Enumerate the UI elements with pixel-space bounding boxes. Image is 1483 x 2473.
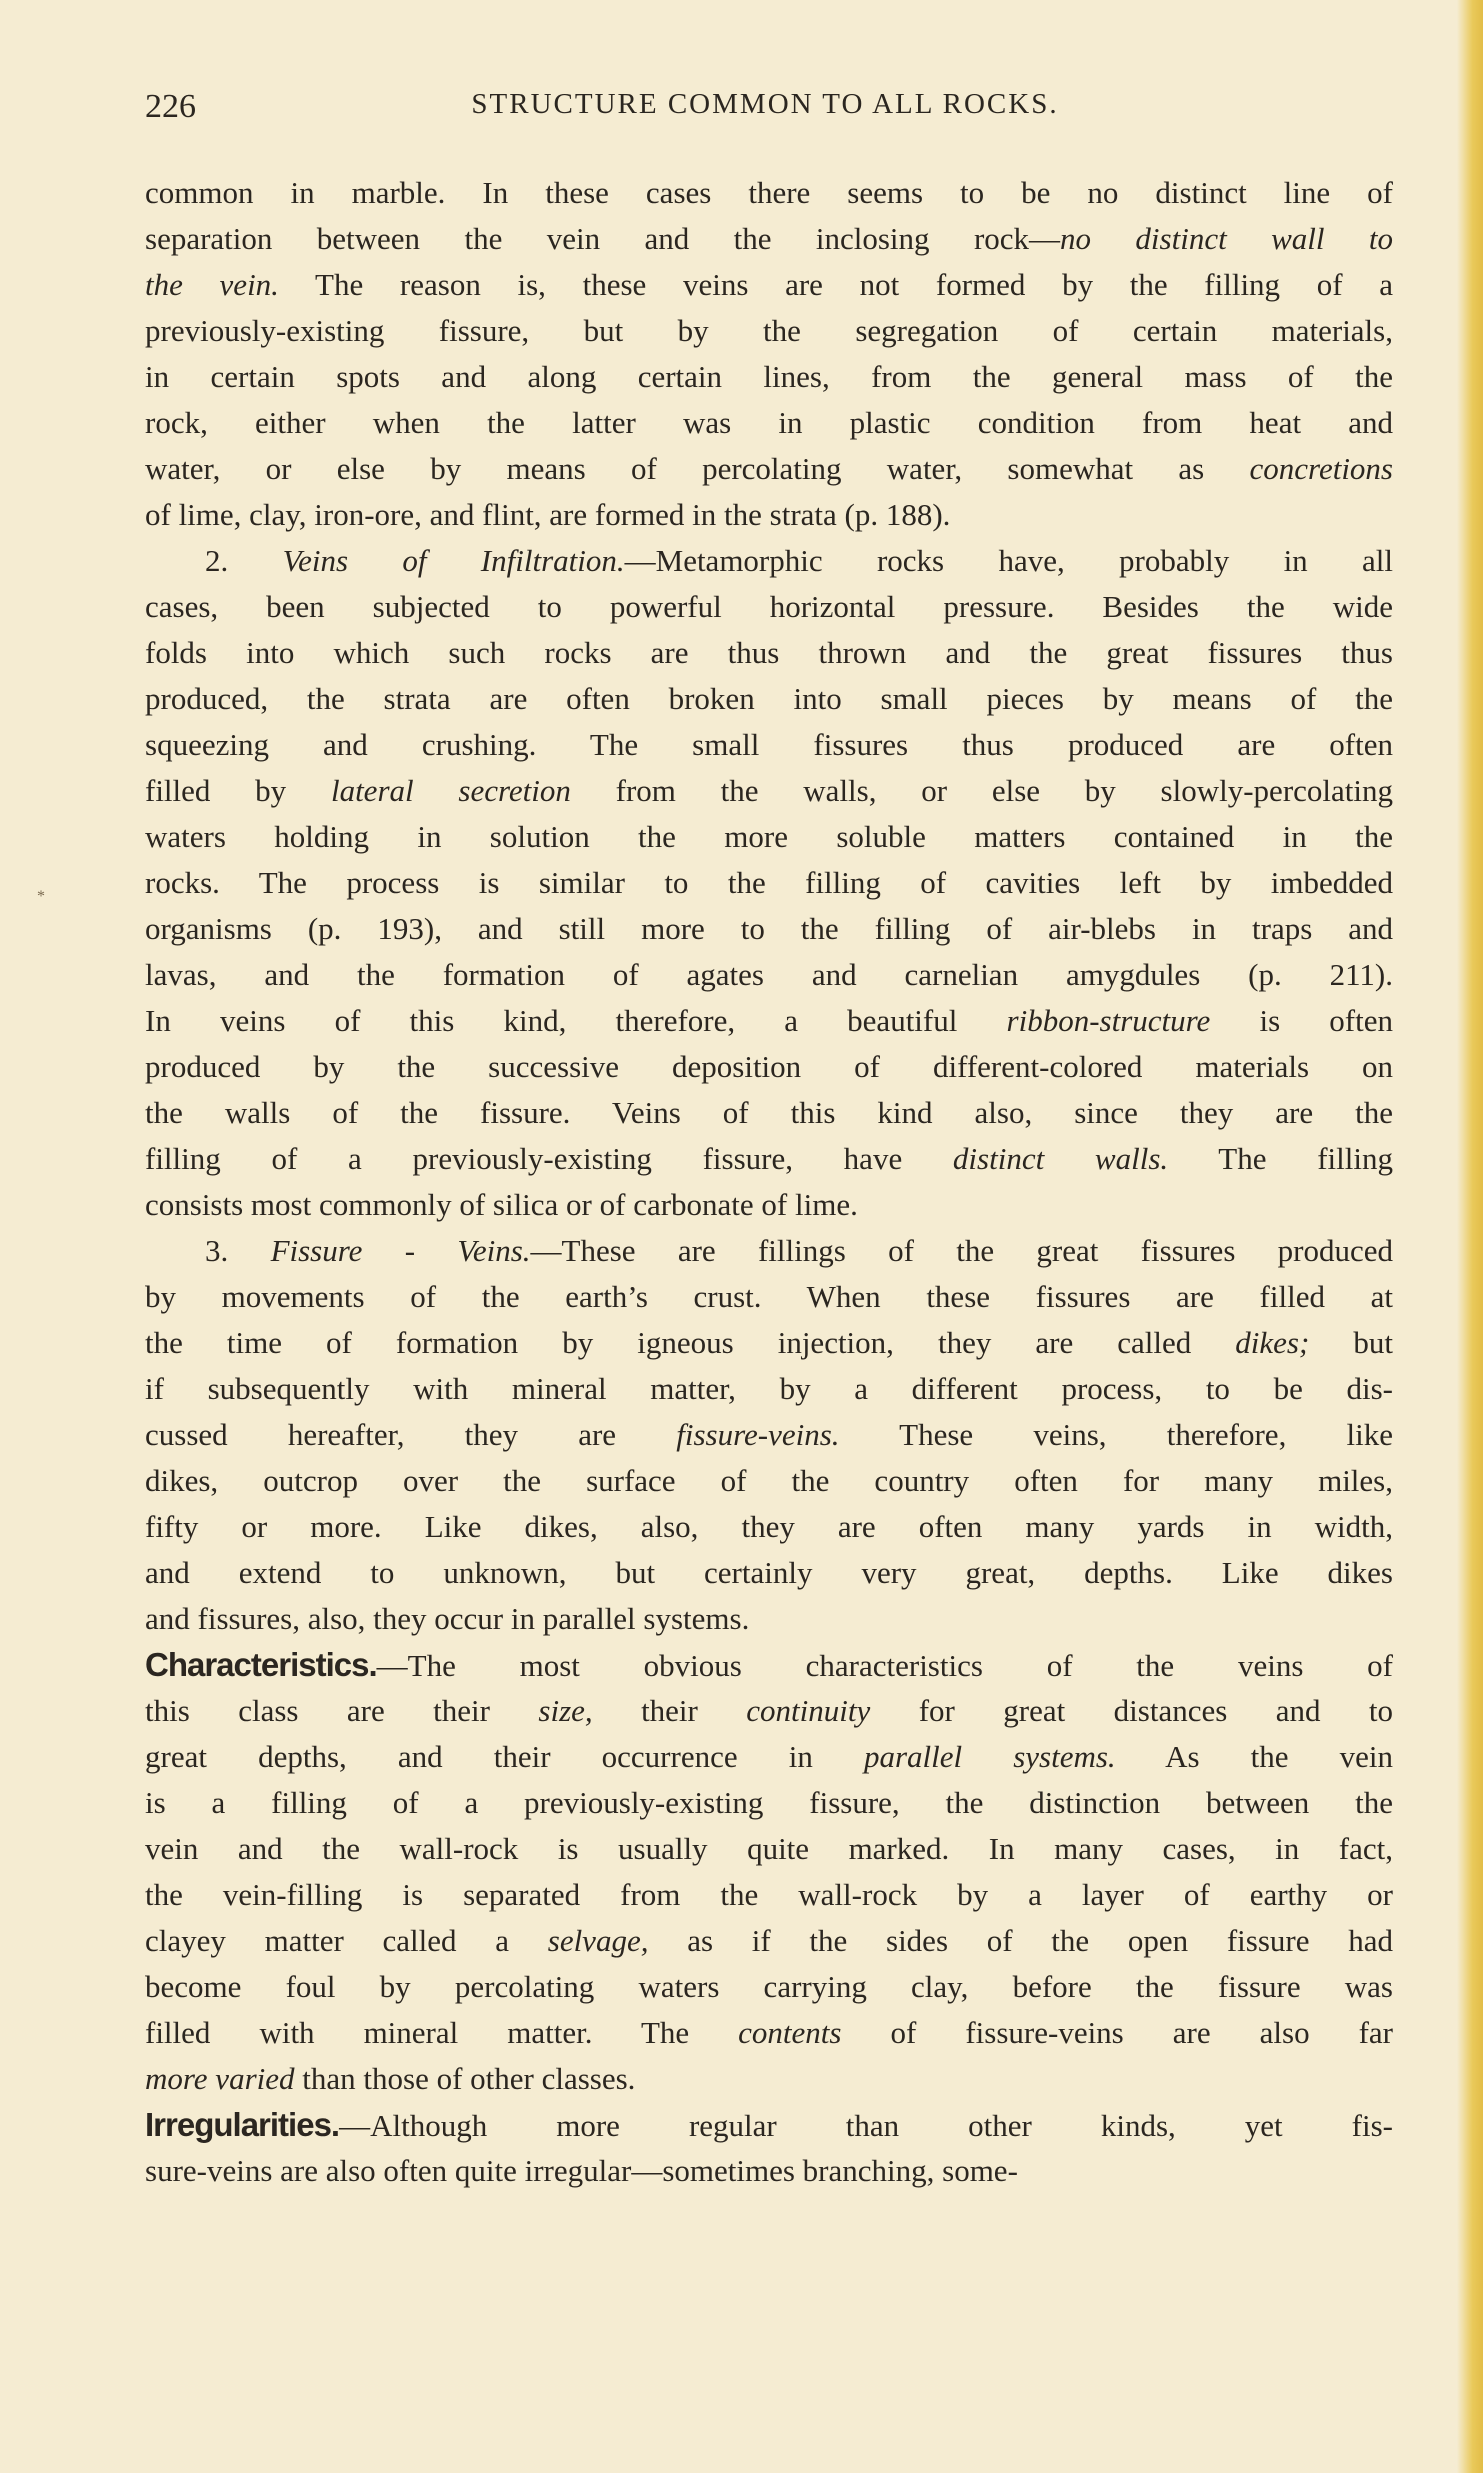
- text-line: [145, 1964, 1393, 2010]
- text-run: become foul by percolating waters carrying clay, before the fissure was: [145, 1969, 1393, 2004]
- text-run: cases, been subjected to powerful horizontal pressure. Besides the wide: [145, 589, 1393, 624]
- text-line: [145, 1320, 1393, 1366]
- running-title: STRUCTURE COMMON TO ALL ROCKS.: [471, 88, 1059, 120]
- text-line: [145, 1550, 1393, 1596]
- text-line: [145, 860, 1393, 906]
- text-line: [145, 1366, 1393, 1412]
- text-line: [145, 1228, 1393, 1274]
- text-run: filled by: [145, 773, 331, 808]
- text-run: sure-veins are also often quite irregular—sometimes branching, some-: [145, 2153, 1018, 2188]
- text-run: size,: [538, 1693, 593, 1728]
- text-run: 3.: [205, 1233, 271, 1268]
- text-run: consists most commonly of silica or of carbonate of lime.: [145, 1187, 858, 1222]
- text-run: separation between the vein and the inclosing rock—: [145, 221, 1061, 256]
- text-run: dikes, outcrop over the surface of the country often for many miles,: [145, 1463, 1393, 1498]
- text-run: the walls of the fissure. Veins of this kind also, since they are the: [145, 1095, 1393, 1130]
- text-run: and extend to unknown, but certainly very great, depths. Like dikes: [145, 1555, 1393, 1590]
- text-run: produced, the strata are often broken into small pieces by means of the: [145, 681, 1393, 716]
- text-run: is a filling of a previously-existing fissure, the distinction between the: [145, 1785, 1393, 1820]
- text-run: Irregularities.: [145, 2106, 340, 2143]
- text-run: no distinct wall to: [1060, 221, 1393, 256]
- text-line: [145, 538, 1393, 584]
- body-text: [145, 170, 1393, 2194]
- text-run: squeezing and crushing. The small fissures thus produced are often: [145, 727, 1393, 762]
- text-run: produced by the successive deposition of different-colored materials on: [145, 1049, 1393, 1084]
- text-line: [145, 630, 1393, 676]
- text-run: parallel systems.: [863, 1739, 1116, 1774]
- margin-mark: *: [37, 888, 45, 905]
- text-run: is often: [1210, 1003, 1393, 1038]
- text-run: previously-existing fissure, but by the segregation of certain materials,: [145, 313, 1393, 348]
- text-run: continuity: [746, 1693, 871, 1728]
- text-run: ribbon-structure: [1006, 1003, 1211, 1038]
- text-line: [145, 722, 1393, 768]
- text-run: selvage,: [547, 1923, 649, 1958]
- page-edge: [1457, 0, 1483, 2473]
- text-run: The filling: [1168, 1141, 1393, 1176]
- text-line: [145, 1734, 1393, 1780]
- page-number: 226: [145, 88, 196, 125]
- text-run: fifty or more. Like dikes, also, they are often many yards in width,: [145, 1509, 1393, 1544]
- text-run: distinct walls.: [952, 1141, 1169, 1176]
- text-line: [145, 2148, 1393, 2194]
- text-line: [145, 676, 1393, 722]
- text-run: the time of formation by igneous injection, they are called: [145, 1325, 1236, 1360]
- text-run: of lime, clay, iron-ore, and flint, are formed in the strata (p. 188).: [145, 497, 951, 532]
- text-run: of fissure-veins are also far: [841, 2015, 1393, 2050]
- text-run: organisms (p. 193), and still more to the filling of air-blebs in traps and: [145, 911, 1393, 946]
- text-run: The reason is, these veins are not formed by the filling of a: [278, 267, 1393, 302]
- text-line: [145, 1182, 1393, 1228]
- text-line: [145, 1412, 1393, 1458]
- text-line: [145, 492, 1393, 538]
- text-run: concretions: [1249, 451, 1393, 486]
- text-line: [145, 308, 1393, 354]
- text-run: Veins of Infiltration.: [282, 543, 625, 578]
- page-header: [145, 88, 1385, 138]
- text-run: this class are their: [145, 1693, 539, 1728]
- text-line: [145, 1780, 1393, 1826]
- text-line: [145, 998, 1393, 1044]
- text-line: [145, 400, 1393, 446]
- text-run: contents: [738, 2015, 842, 2050]
- text-run: water, or else by means of percolating water, somewhat as: [145, 451, 1250, 486]
- text-run: but: [1309, 1325, 1393, 1360]
- text-run: Fissure - Veins.: [270, 1233, 531, 1268]
- text-line: [145, 1688, 1393, 1734]
- text-run: the vein-filling is separated from the wall-rock by a layer of earthy or: [145, 1877, 1393, 1912]
- text-run: fissure-veins.: [676, 1417, 840, 1452]
- text-run: and fissures, also, they occur in parallel systems.: [145, 1601, 750, 1636]
- text-line: [145, 1596, 1393, 1642]
- text-line: [145, 1044, 1393, 1090]
- text-line: [145, 1274, 1393, 1320]
- text-line: [145, 768, 1393, 814]
- text-run: than those of other classes.: [294, 2061, 636, 2096]
- text-run: 2.: [205, 543, 283, 578]
- text-run: These veins, therefore, like: [839, 1417, 1393, 1452]
- text-run: waters holding in solution the more soluble matters contained in the: [145, 819, 1393, 854]
- text-line: [145, 952, 1393, 998]
- text-run: —The most obvious characteristics of the veins of: [376, 1648, 1393, 1683]
- text-run: the vein.: [145, 267, 279, 302]
- text-line: [145, 1642, 1393, 1688]
- text-run: in certain spots and along certain lines, from the general mass of the: [145, 359, 1393, 394]
- text-run: cussed hereafter, they are: [145, 1417, 677, 1452]
- text-run: common in marble. In these cases there seems to be no distinct line of: [145, 175, 1393, 210]
- text-run: filled with mineral matter. The: [145, 2015, 739, 2050]
- text-line: [145, 1090, 1393, 1136]
- text-line: [145, 1872, 1393, 1918]
- text-run: filling of a previously-existing fissure, have: [145, 1141, 953, 1176]
- text-line: [145, 354, 1393, 400]
- text-run: —These are fillings of the great fissures produced: [530, 1233, 1393, 1268]
- text-run: great depths, and their occurrence in: [145, 1739, 864, 1774]
- text-line: [145, 170, 1393, 216]
- text-run: from the walls, or else by slowly-percolating: [570, 773, 1393, 808]
- text-run: —Metamorphic rocks have, probably in all: [624, 543, 1393, 578]
- text-run: for great distances and to: [870, 1693, 1393, 1728]
- text-line: [145, 1918, 1393, 1964]
- text-run: rock, either when the latter was in plastic condition from heat and: [145, 405, 1393, 440]
- text-line: [145, 1458, 1393, 1504]
- text-run: Characteristics.: [145, 1646, 377, 1683]
- text-line: [145, 216, 1393, 262]
- text-line: [145, 1826, 1393, 1872]
- text-run: folds into which such rocks are thus thrown and the great fissures thus: [145, 635, 1393, 670]
- text-line: [145, 262, 1393, 308]
- text-run: more varied: [145, 2061, 295, 2096]
- text-line: [145, 1136, 1393, 1182]
- text-line: [145, 446, 1393, 492]
- text-run: clayey matter called a: [145, 1923, 548, 1958]
- text-run: —Although more regular than other kinds, yet fis-: [339, 2108, 1393, 2143]
- text-run: dikes;: [1235, 1325, 1310, 1360]
- text-run: In veins of this kind, therefore, a beautiful: [145, 1003, 1007, 1038]
- text-line: [145, 814, 1393, 860]
- text-run: lavas, and the formation of agates and carnelian amygdules (p. 211).: [145, 957, 1393, 992]
- text-run: their: [592, 1693, 747, 1728]
- text-line: [145, 2102, 1393, 2148]
- text-run: as if the sides of the open fissure had: [648, 1923, 1393, 1958]
- text-run: by movements of the earth’s crust. When these fissures are filled at: [145, 1279, 1393, 1314]
- text-line: [145, 2056, 1393, 2102]
- text-line: [145, 584, 1393, 630]
- text-run: if subsequently with mineral matter, by a different process, to be dis-: [145, 1371, 1393, 1406]
- text-run: As the vein: [1115, 1739, 1393, 1774]
- text-run: rocks. The process is similar to the filling of cavities left by imbedded: [145, 865, 1393, 900]
- text-run: vein and the wall-rock is usually quite marked. In many cases, in fact,: [145, 1831, 1393, 1866]
- text-line: [145, 906, 1393, 952]
- text-line: [145, 2010, 1393, 2056]
- text-run: lateral secretion: [330, 773, 571, 808]
- text-line: [145, 1504, 1393, 1550]
